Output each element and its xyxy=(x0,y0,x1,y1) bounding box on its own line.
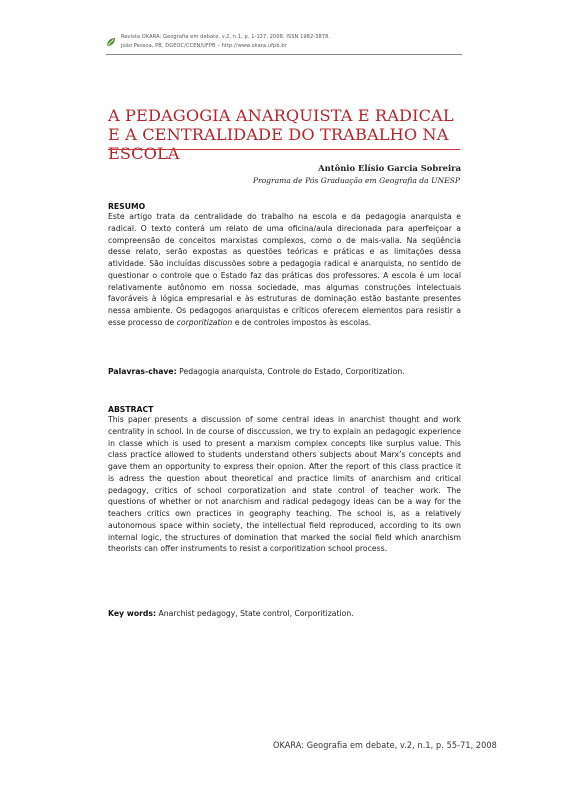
journal-citation xyxy=(121,33,330,50)
resumo-text-end: e de controles impostos às escolas. xyxy=(232,317,372,327)
author-name: Antônio Elísio Garcia Sobreira xyxy=(318,163,461,173)
resumo-italic-term: corporitization xyxy=(176,317,233,327)
resumo-heading: RESUMO xyxy=(108,202,146,211)
page-footer-citation: OKARA: Geografia em debate, v.2, n.1, p. 55-71, 2008 xyxy=(273,741,497,751)
title-divider xyxy=(108,149,460,150)
palavras-chave-label: Palavras-chave: xyxy=(108,367,177,376)
journal-citation-line1: Revista OKARA: Geografia em debate, v.2, n.1, p. 1-127, 2008. ISSN 1982-3878. xyxy=(121,34,331,40)
okara-leaf-icon xyxy=(106,37,116,47)
key-words-value: Anarchist pedagogy, State control, Corporitization. xyxy=(156,609,354,618)
abstract-text: This paper presents a discussion of some central ideas in anarchist thought and work centrality in school. In de course of disccussion, we try to explain an pedagogic experience in classe which is used to present a marxism complex concepts like surplus value. This class practice allowed to students understand others subjects about Marx’s concepts and gave them an opportunity to express their opnion. After the report of this class practice it is adress the question about theoretical and practice limits of anarchism and critical pedagogy, critics of school corporatization and state control of teacher work. The questions of whether or not anarchism and radical pedagogy ideas can be a way for the teachers critics own practices in geography teaching. The school is, as a relatively autonomous space within society, the intellectual field reproduced, according to its own internal logic, the structures of domination that marked the social field which anarchism theorists can offer instruments to resist a corporitization school process. xyxy=(108,415,461,554)
abstract-heading: ABSTRACT xyxy=(108,405,154,414)
key-words-label: Key words: xyxy=(108,609,157,618)
header-divider xyxy=(106,54,462,55)
author-affiliation: Programa de Pós Graduação em Geografia da UNESP xyxy=(252,176,460,185)
article-title: A PEDAGOGIA ANARQUISTA E RADICAL E A CENTRALIDADE DO TRABALHO NA ESCOLA xyxy=(108,106,454,163)
palavras-chave xyxy=(108,367,461,376)
resumo-text-main: Este artigo trata da centralidade do trabalho na escola e da pedagogia anarquista e radical. O texto conterá um relato de uma oficina/aula direcionada para aperfeiçoar a compreensão de conceitos marxistas complexos, como o de mais-valia. Na seqüência desse relato, serão expostas as questões teóricas e práticas e as limitações dessa atividade. São incluídas discussões sobre a pedagogia radical e anarquista, no sentido de questionar o controle que o Estado faz das práticas dos professores. A escola é um local relativamente autônomo em nossa sociedade, mas algumas construções intelectuais favoráveis à lógica empresarial e às estruturas de dominação estão bastante presentes nessa ambiente. Os pedagogos anarquistas e críticos oferecem elementos para resistir a esse processo de xyxy=(108,212,461,327)
resumo-text xyxy=(108,211,461,329)
key-words xyxy=(108,609,461,618)
palavras-chave-value: Pedagogia anarquista, Controle do Estado, Corporitization. xyxy=(176,367,405,376)
journal-citation-line2: João Pessoa, PB, DGEOC/CCEN/UFPB – http://www.okara.ufpb.br xyxy=(121,42,287,49)
